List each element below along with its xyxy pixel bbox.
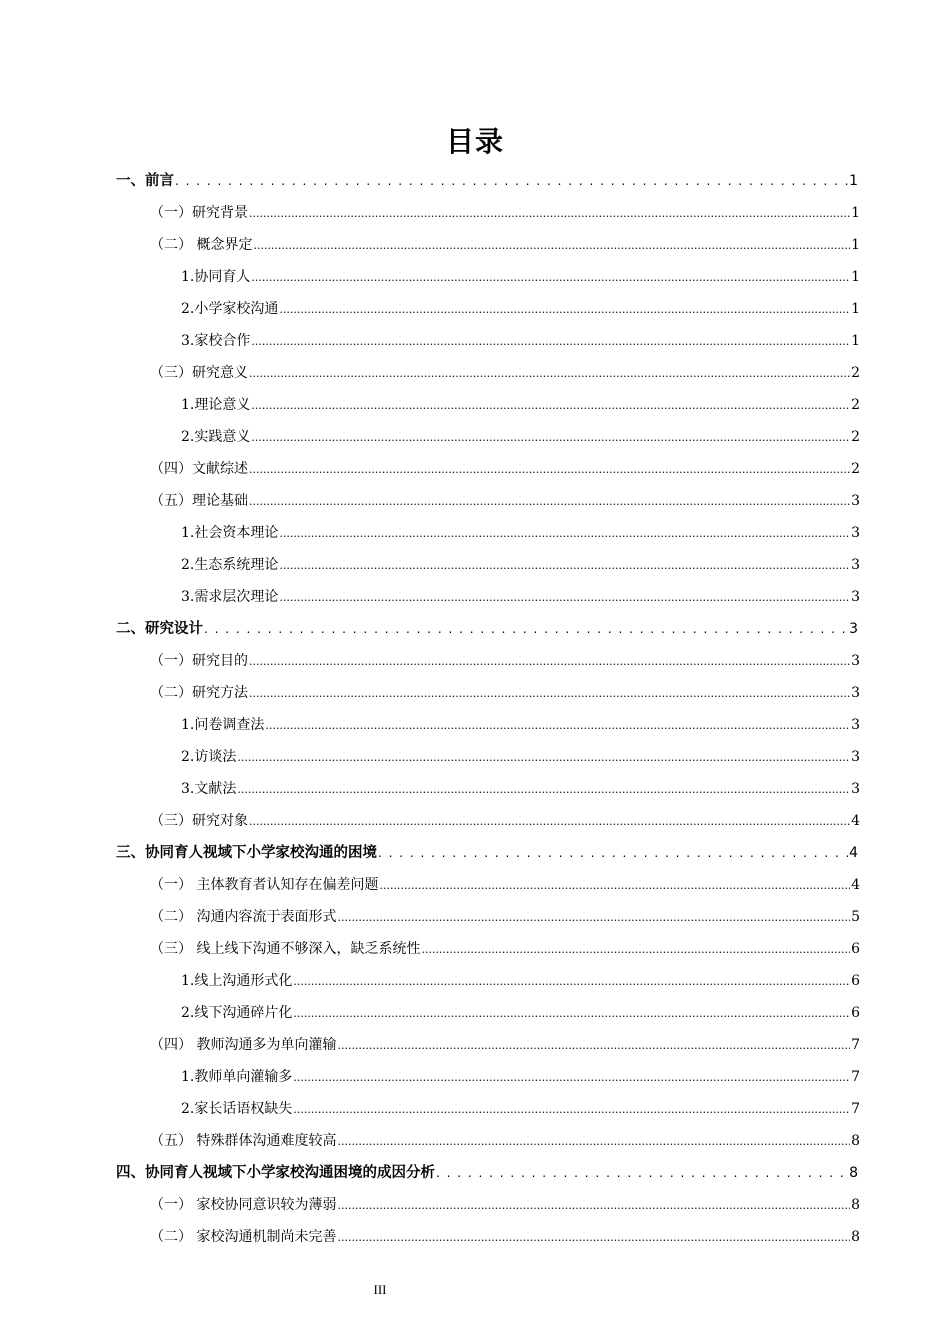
toc-entry-label: 一、前言 <box>116 173 174 189</box>
toc-entry[interactable] <box>150 1192 860 1218</box>
toc-entry[interactable] <box>181 744 860 770</box>
toc-entry[interactable] <box>150 680 860 706</box>
toc-leader-dots <box>337 905 850 930</box>
toc-entry-page-number: 3 <box>851 493 860 509</box>
toc-entry-label: 1.协同育人 <box>181 269 251 285</box>
toc-leader-dots <box>279 521 850 546</box>
toc-entry-label: 二、研究设计 <box>116 621 203 637</box>
toc-entry-label: 1.教师单向灌输多 <box>181 1069 293 1085</box>
toc-entry-page-number: 7 <box>851 1101 860 1117</box>
toc-entry[interactable] <box>150 488 860 514</box>
toc-leader-dots <box>253 233 850 258</box>
toc-entry[interactable] <box>150 1128 860 1154</box>
toc-entry-page-number: 6 <box>851 973 860 989</box>
toc-leader-dots <box>436 1160 848 1186</box>
toc-entry-page-number: 2 <box>851 461 860 477</box>
toc-entry-label: （二） 家校沟通机制尚未完善 <box>150 1229 337 1245</box>
toc-entry-page-number: 3 <box>851 653 860 669</box>
toc-entry-label: 三、协同育人视域下小学家校沟通的困境 <box>116 845 377 861</box>
toc-entry[interactable] <box>116 1160 858 1186</box>
toc-entry-label: （一）研究背景 <box>150 205 248 221</box>
toc-entry[interactable] <box>181 328 860 354</box>
toc-entry[interactable] <box>150 200 860 226</box>
toc-leader-dots <box>337 1129 850 1154</box>
toc-entry[interactable] <box>116 616 858 642</box>
toc-entry-page-number: 3 <box>851 557 860 573</box>
toc-entry-page-number: 3 <box>851 525 860 541</box>
toc-entry[interactable] <box>150 1224 860 1250</box>
toc-entry[interactable] <box>150 232 860 258</box>
toc-leader-dots <box>379 873 850 898</box>
toc-entry-page-number: 3 <box>851 717 860 733</box>
toc-entry-label: （二）研究方法 <box>150 685 248 701</box>
toc-leader-dots <box>237 745 850 770</box>
toc-leader-dots <box>251 329 850 354</box>
toc-entry-label: （一） 家校协同意识较为薄弱 <box>150 1197 337 1213</box>
toc-entry[interactable] <box>181 968 860 994</box>
toc-entry-label: （五）理论基础 <box>150 493 248 509</box>
toc-entry-page-number: 8 <box>851 1133 860 1149</box>
toc-entry-label: （二） 沟通内容流于表面形式 <box>150 909 337 925</box>
toc-entry-page-number: 1 <box>851 333 860 349</box>
toc-leader-dots <box>175 168 848 194</box>
toc-leader-dots <box>293 1001 850 1026</box>
toc-entry-label: （二） 概念界定 <box>150 237 253 253</box>
toc-entry-label: 2.生态系统理论 <box>181 557 279 573</box>
toc-leader-dots <box>279 553 850 578</box>
toc-leader-dots <box>337 1033 850 1058</box>
toc-entry-page-number: 8 <box>849 1165 858 1181</box>
toc-leader-dots <box>249 809 850 834</box>
toc-leader-dots <box>378 840 848 866</box>
toc-entry[interactable] <box>150 904 860 930</box>
page-title: 目录 <box>445 125 504 158</box>
toc-entry-label: （三） 线上线下沟通不够深入，缺乏系统性 <box>150 941 421 957</box>
toc-entry-page-number: 2 <box>851 429 860 445</box>
toc-entry[interactable] <box>116 840 858 866</box>
toc-entry-page-number: 3 <box>851 589 860 605</box>
toc-entry[interactable] <box>181 520 860 546</box>
toc-entry-label: （一）研究目的 <box>150 653 248 669</box>
toc-entry[interactable] <box>150 808 860 834</box>
toc-entry[interactable] <box>181 424 860 450</box>
toc-entry-page-number: 4 <box>849 845 858 861</box>
toc-entry-page-number: 5 <box>851 909 860 925</box>
toc-entry[interactable] <box>181 712 860 738</box>
toc-leader-dots <box>279 297 850 322</box>
toc-leader-dots <box>249 361 850 386</box>
toc-entry[interactable] <box>150 648 860 674</box>
toc-leader-dots <box>293 1097 850 1122</box>
toc-entry-label: （一） 主体教育者认知存在偏差问题 <box>150 877 379 893</box>
toc-entry-label: （三）研究对象 <box>150 813 248 829</box>
toc-entry[interactable] <box>181 1096 860 1122</box>
page-number-footer: III <box>373 1282 387 1297</box>
toc-entry-page-number: 8 <box>851 1197 860 1213</box>
toc-entry-label: 3.文献法 <box>181 781 237 797</box>
toc-leader-dots <box>293 1065 850 1090</box>
toc-entry-label: 2.实践意义 <box>181 429 251 445</box>
toc-entry[interactable] <box>150 936 860 962</box>
toc-entry-label: （五） 特殊群体沟通难度较高 <box>150 1133 337 1149</box>
toc-entry-label: （三）研究意义 <box>150 365 248 381</box>
toc-leader-dots <box>293 969 850 994</box>
toc-entry-label: （四）文献综述 <box>150 461 248 477</box>
toc-entry[interactable] <box>181 264 860 290</box>
toc-entry-page-number: 3 <box>849 621 858 637</box>
toc-leader-dots <box>337 1225 850 1250</box>
toc-entry[interactable] <box>181 296 860 322</box>
toc-entry-page-number: 1 <box>851 205 860 221</box>
toc-entry-label: （四） 教师沟通多为单向灌输 <box>150 1037 337 1053</box>
toc-entry-label: 1.线上沟通形式化 <box>181 973 293 989</box>
toc-leader-dots <box>251 425 850 450</box>
toc-entry-label: 1.问卷调查法 <box>181 717 265 733</box>
toc-entry-page-number: 3 <box>851 781 860 797</box>
toc-leader-dots <box>265 713 850 738</box>
toc-entry-label: 3.需求层次理论 <box>181 589 279 605</box>
toc-leader-dots <box>251 265 850 290</box>
toc-entry-page-number: 7 <box>851 1037 860 1053</box>
toc-entry[interactable] <box>181 552 860 578</box>
toc-entry-page-number: 8 <box>851 1229 860 1245</box>
toc-entry-page-number: 3 <box>851 685 860 701</box>
toc-entry-page-number: 7 <box>851 1069 860 1085</box>
toc-entry-label: 四、协同育人视域下小学家校沟通困境的成因分析 <box>116 1165 435 1181</box>
toc-leader-dots <box>249 489 850 514</box>
toc-entry-label: 2.小学家校沟通 <box>181 301 279 317</box>
toc-entry[interactable] <box>181 1064 860 1090</box>
toc-leader-dots <box>237 777 850 802</box>
toc-leader-dots <box>249 681 850 706</box>
toc-entry-label: 2.线下沟通碎片化 <box>181 1005 293 1021</box>
toc-entry-page-number: 4 <box>851 877 860 893</box>
toc-entry[interactable] <box>181 584 860 610</box>
toc-entry-page-number: 4 <box>851 813 860 829</box>
toc-entry[interactable] <box>150 360 860 386</box>
toc-leader-dots <box>249 201 850 226</box>
toc-entry-page-number: 1 <box>851 301 860 317</box>
toc-leader-dots <box>279 585 850 610</box>
toc-entry-page-number: 2 <box>851 365 860 381</box>
toc-entry-page-number: 6 <box>851 1005 860 1021</box>
toc-entry[interactable] <box>181 1000 860 1026</box>
toc-leader-dots <box>204 616 848 642</box>
toc-entry[interactable] <box>181 776 860 802</box>
toc-entry-page-number: 3 <box>851 749 860 765</box>
toc-entry[interactable] <box>150 872 860 898</box>
toc-leader-dots <box>251 393 850 418</box>
toc-leader-dots <box>249 457 850 482</box>
toc-entry-page-number: 2 <box>851 397 860 413</box>
toc-entry[interactable] <box>181 392 860 418</box>
toc-entry-label: 2.家长话语权缺失 <box>181 1101 293 1117</box>
toc-entry-label: 2.访谈法 <box>181 749 237 765</box>
toc-entry-label: 1.理论意义 <box>181 397 251 413</box>
toc-entry[interactable] <box>150 456 860 482</box>
toc-entry-page-number: 1 <box>849 173 858 189</box>
toc-entry[interactable] <box>150 1032 860 1058</box>
toc-entry-page-number: 1 <box>851 269 860 285</box>
toc-leader-dots <box>337 1193 850 1218</box>
toc-entry[interactable] <box>116 168 858 194</box>
toc-entry-label: 3.家校合作 <box>181 333 251 349</box>
toc-entry-page-number: 1 <box>851 237 860 253</box>
toc-leader-dots <box>249 649 850 674</box>
toc-entry-label: 1.社会资本理论 <box>181 525 279 541</box>
toc-entry-page-number: 6 <box>851 941 860 957</box>
toc-leader-dots <box>421 937 850 962</box>
